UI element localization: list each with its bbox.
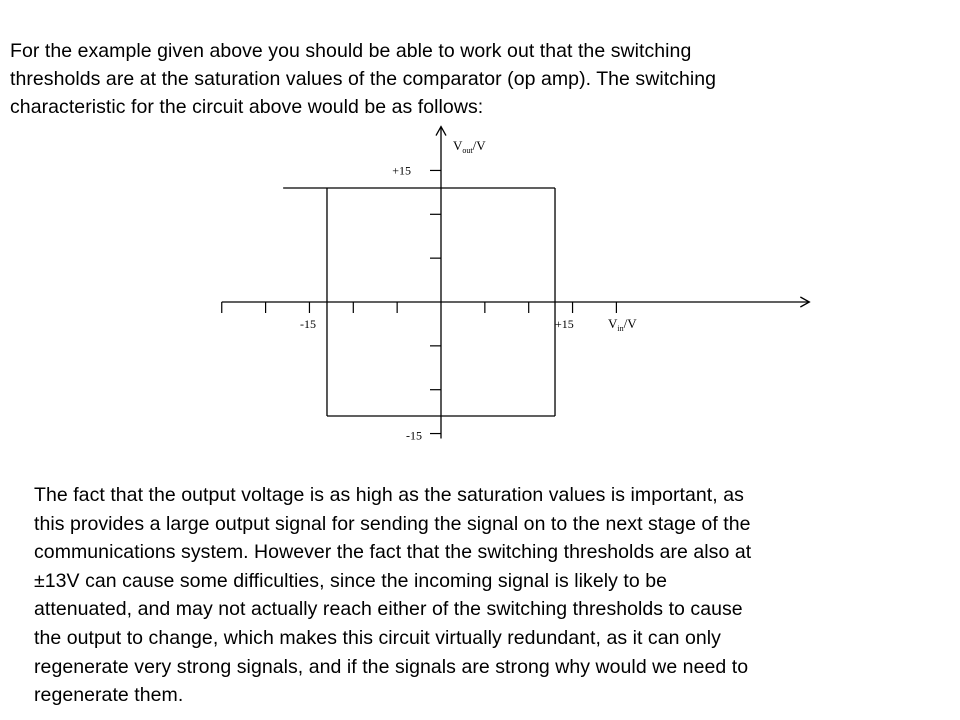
y-tick-label-pos: +15 [392,163,411,178]
y-tick-label-neg: -15 [406,428,422,443]
body-line: attenuated, and may not actually reach either of the switching thresholds to cause [34,598,743,621]
body-line: regenerate very strong signals, and if the signals are strong why would we need to [34,655,749,678]
intro-line: characteristic for the circuit above would be as follows: [10,96,484,118]
body-line: communications system. However the fact that the switching thresholds are also at [34,541,752,564]
body-line: this provides a large output signal for sending the signal on to the next stage of the [34,512,751,535]
body-paragraph [34,481,946,710]
y-axis-label: $V_{out}/V$ [453,138,486,155]
body-line: The fact that the output voltage is as high as the saturation values is important, as [34,484,744,506]
x-tick-label-pos: +15 [555,317,574,331]
chart-axes [222,127,810,439]
x-axis-label: $V_{in}/V$ [608,316,637,333]
intro-line: For the example given above you should be able to work out that the switching [10,40,692,62]
body-line: regenerate them. [34,684,184,707]
body-line: ±13V can cause some difficulties, since the incoming signal is likely to be [34,569,667,592]
chart-labels [300,138,637,443]
intro-line: thresholds are at the saturation values of the comparator (op amp). The switching [10,68,717,90]
body-line: the output to change, which makes this circuit virtually redundant, as it can only [34,626,721,649]
x-tick-label-neg: -15 [300,317,316,331]
